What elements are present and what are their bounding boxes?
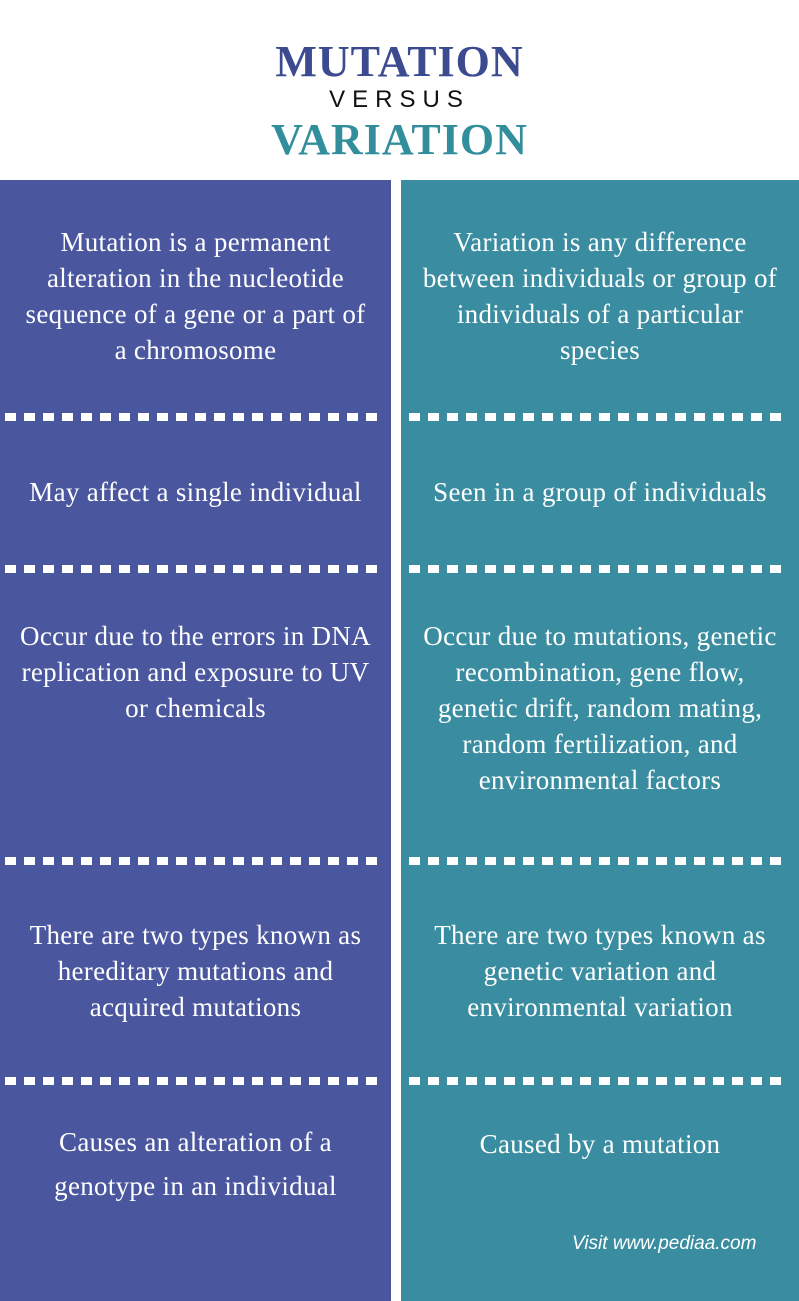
separator-dash <box>561 1077 572 1085</box>
separator-dash <box>504 565 515 573</box>
separator-dash <box>485 413 496 421</box>
separator-dash <box>43 565 54 573</box>
separator-dash <box>504 857 515 865</box>
separator-dash <box>675 1077 686 1085</box>
separator-dash <box>100 565 111 573</box>
row-separator <box>401 1076 799 1086</box>
separator-dash <box>694 1077 705 1085</box>
separator-dash <box>214 413 225 421</box>
separator-dash <box>5 857 16 865</box>
separator-dash <box>138 565 149 573</box>
separator-dash <box>580 1077 591 1085</box>
separator-dash <box>409 413 420 421</box>
separator-dash <box>713 565 724 573</box>
separator-dash <box>233 857 244 865</box>
separator-dash <box>770 413 781 421</box>
separator-dash <box>24 1077 35 1085</box>
separator-dash <box>770 1077 781 1085</box>
separator-dash <box>290 1077 301 1085</box>
separator-dash <box>428 1077 439 1085</box>
separator-dash <box>347 413 358 421</box>
separator-dash <box>157 413 168 421</box>
separator-dash <box>447 565 458 573</box>
separator-dash <box>233 1077 244 1085</box>
separator-dash <box>751 565 762 573</box>
separator-dash <box>542 857 553 865</box>
separator-dash <box>732 857 743 865</box>
separator-dash <box>561 413 572 421</box>
separator-dash <box>694 413 705 421</box>
separator-dash <box>713 1077 724 1085</box>
row-separator <box>0 856 391 866</box>
row-separator <box>401 412 799 422</box>
separator-dash <box>214 565 225 573</box>
mutation-cell-effect: Causes an alteration of a genotype in an individual <box>54 1127 337 1201</box>
separator-dash <box>637 1077 648 1085</box>
mutation-cell-causes: Occur due to the errors in DNA replication and exposure to UV or chemicals <box>20 621 371 723</box>
row-separator <box>0 412 391 422</box>
separator-dash <box>504 1077 515 1085</box>
separator-dash <box>466 857 477 865</box>
source-link[interactable]: Visit www.pediaa.com <box>572 1233 757 1254</box>
separator-dash <box>252 1077 263 1085</box>
mutation-cell-types: There are two types known as hereditary mutations and acquired mutations <box>29 920 362 1022</box>
separator-dash <box>138 857 149 865</box>
separator-dash <box>485 565 496 573</box>
separator-dash <box>214 857 225 865</box>
separator-dash <box>271 565 282 573</box>
column-divider <box>391 180 401 1301</box>
separator-dash <box>409 857 420 865</box>
separator-dash <box>309 1077 320 1085</box>
separator-dash <box>309 565 320 573</box>
separator-dash <box>599 565 610 573</box>
row-separator <box>0 1076 391 1086</box>
separator-dash <box>290 565 301 573</box>
variation-cell-effect: Caused by a mutation <box>479 1129 721 1159</box>
separator-dash <box>290 413 301 421</box>
separator-dash <box>62 413 73 421</box>
separator-dash <box>523 413 534 421</box>
separator-dash <box>176 857 187 865</box>
separator-dash <box>732 565 743 573</box>
separator-dash <box>62 565 73 573</box>
separator-dash <box>233 565 244 573</box>
mutation-cell-scope: May affect a single individual <box>29 477 362 507</box>
separator-dash <box>290 857 301 865</box>
separator-dash <box>157 857 168 865</box>
separator-dash <box>43 413 54 421</box>
separator-dash <box>252 857 263 865</box>
separator-dash <box>542 413 553 421</box>
separator-dash <box>81 413 92 421</box>
separator-dash <box>542 565 553 573</box>
separator-dash <box>447 1077 458 1085</box>
separator-dash <box>119 565 130 573</box>
separator-dash <box>599 413 610 421</box>
separator-dash <box>233 413 244 421</box>
separator-dash <box>176 413 187 421</box>
separator-dash <box>366 857 377 865</box>
separator-dash <box>347 565 358 573</box>
separator-dash <box>428 857 439 865</box>
separator-dash <box>580 413 591 421</box>
page-subtitle: VARIATION <box>271 115 528 164</box>
row-separator <box>401 564 799 574</box>
separator-dash <box>24 413 35 421</box>
separator-dash <box>713 413 724 421</box>
separator-dash <box>328 413 339 421</box>
mutation-cell-definition: Mutation is a permanent alteration in the nucleotide sequence of a gene or a part of a chromosome <box>25 227 366 365</box>
separator-dash <box>656 565 667 573</box>
separator-dash <box>328 565 339 573</box>
separator-dash <box>618 413 629 421</box>
separator-dash <box>157 565 168 573</box>
separator-dash <box>618 565 629 573</box>
separator-dash <box>466 413 477 421</box>
separator-dash <box>675 565 686 573</box>
separator-dash <box>347 857 358 865</box>
separator-dash <box>428 565 439 573</box>
separator-dash <box>195 413 206 421</box>
separator-dash <box>751 1077 762 1085</box>
separator-dash <box>713 857 724 865</box>
separator-dash <box>328 857 339 865</box>
page-title: MUTATION <box>275 37 524 86</box>
separator-dash <box>561 565 572 573</box>
separator-dash <box>252 413 263 421</box>
separator-dash <box>656 413 667 421</box>
mutation-column <box>0 180 391 1301</box>
separator-dash <box>214 1077 225 1085</box>
separator-dash <box>637 413 648 421</box>
row-separator <box>0 564 391 574</box>
separator-dash <box>580 565 591 573</box>
separator-dash <box>24 857 35 865</box>
separator-dash <box>81 565 92 573</box>
separator-dash <box>309 857 320 865</box>
separator-dash <box>366 413 377 421</box>
separator-dash <box>328 1077 339 1085</box>
separator-dash <box>580 857 591 865</box>
separator-dash <box>751 857 762 865</box>
separator-dash <box>24 565 35 573</box>
separator-dash <box>732 413 743 421</box>
separator-dash <box>732 1077 743 1085</box>
separator-dash <box>637 857 648 865</box>
variation-cell-definition: Variation is any difference between individuals or group of individuals of a particular species <box>422 227 778 365</box>
separator-dash <box>176 1077 187 1085</box>
separator-dash <box>62 857 73 865</box>
separator-dash <box>656 857 667 865</box>
separator-dash <box>81 1077 92 1085</box>
separator-dash <box>347 1077 358 1085</box>
separator-dash <box>542 1077 553 1085</box>
separator-dash <box>62 1077 73 1085</box>
variation-cell-causes: Occur due to mutations, genetic recombination, gene flow, genetic drift, random mating, random fertilization, and environmental factors <box>423 621 777 795</box>
variation-column <box>401 180 799 1301</box>
separator-dash <box>271 1077 282 1085</box>
separator-dash <box>447 413 458 421</box>
separator-dash <box>309 413 320 421</box>
row-separator <box>401 856 799 866</box>
separator-dash <box>119 1077 130 1085</box>
separator-dash <box>694 857 705 865</box>
separator-dash <box>751 413 762 421</box>
separator-dash <box>5 413 16 421</box>
separator-dash <box>675 857 686 865</box>
separator-dash <box>466 1077 477 1085</box>
separator-dash <box>504 413 515 421</box>
separator-dash <box>5 565 16 573</box>
separator-dash <box>770 565 781 573</box>
separator-dash <box>675 413 686 421</box>
separator-dash <box>599 1077 610 1085</box>
separator-dash <box>157 1077 168 1085</box>
separator-dash <box>366 565 377 573</box>
separator-dash <box>694 565 705 573</box>
separator-dash <box>43 857 54 865</box>
separator-dash <box>252 565 263 573</box>
separator-dash <box>561 857 572 865</box>
separator-dash <box>176 565 187 573</box>
separator-dash <box>656 1077 667 1085</box>
separator-dash <box>195 565 206 573</box>
separator-dash <box>523 857 534 865</box>
separator-dash <box>366 1077 377 1085</box>
separator-dash <box>409 1077 420 1085</box>
separator-dash <box>138 413 149 421</box>
separator-dash <box>523 565 534 573</box>
separator-dash <box>618 857 629 865</box>
separator-dash <box>43 1077 54 1085</box>
separator-dash <box>466 565 477 573</box>
separator-dash <box>409 565 420 573</box>
separator-dash <box>119 413 130 421</box>
separator-dash <box>485 1077 496 1085</box>
separator-dash <box>599 857 610 865</box>
versus-label: VERSUS <box>329 86 470 113</box>
separator-dash <box>271 857 282 865</box>
separator-dash <box>195 1077 206 1085</box>
variation-cell-types: There are two types known as genetic variation and environmental variation <box>434 920 766 1022</box>
separator-dash <box>447 857 458 865</box>
separator-dash <box>119 857 130 865</box>
separator-dash <box>523 1077 534 1085</box>
header <box>0 0 799 180</box>
separator-dash <box>195 857 206 865</box>
variation-cell-scope: Seen in a group of individuals <box>433 477 767 507</box>
separator-dash <box>637 565 648 573</box>
separator-dash <box>271 413 282 421</box>
separator-dash <box>428 413 439 421</box>
separator-dash <box>138 1077 149 1085</box>
separator-dash <box>100 413 111 421</box>
separator-dash <box>100 1077 111 1085</box>
separator-dash <box>770 857 781 865</box>
separator-dash <box>5 1077 16 1085</box>
separator-dash <box>618 1077 629 1085</box>
separator-dash <box>100 857 111 865</box>
separator-dash <box>485 857 496 865</box>
separator-dash <box>81 857 92 865</box>
